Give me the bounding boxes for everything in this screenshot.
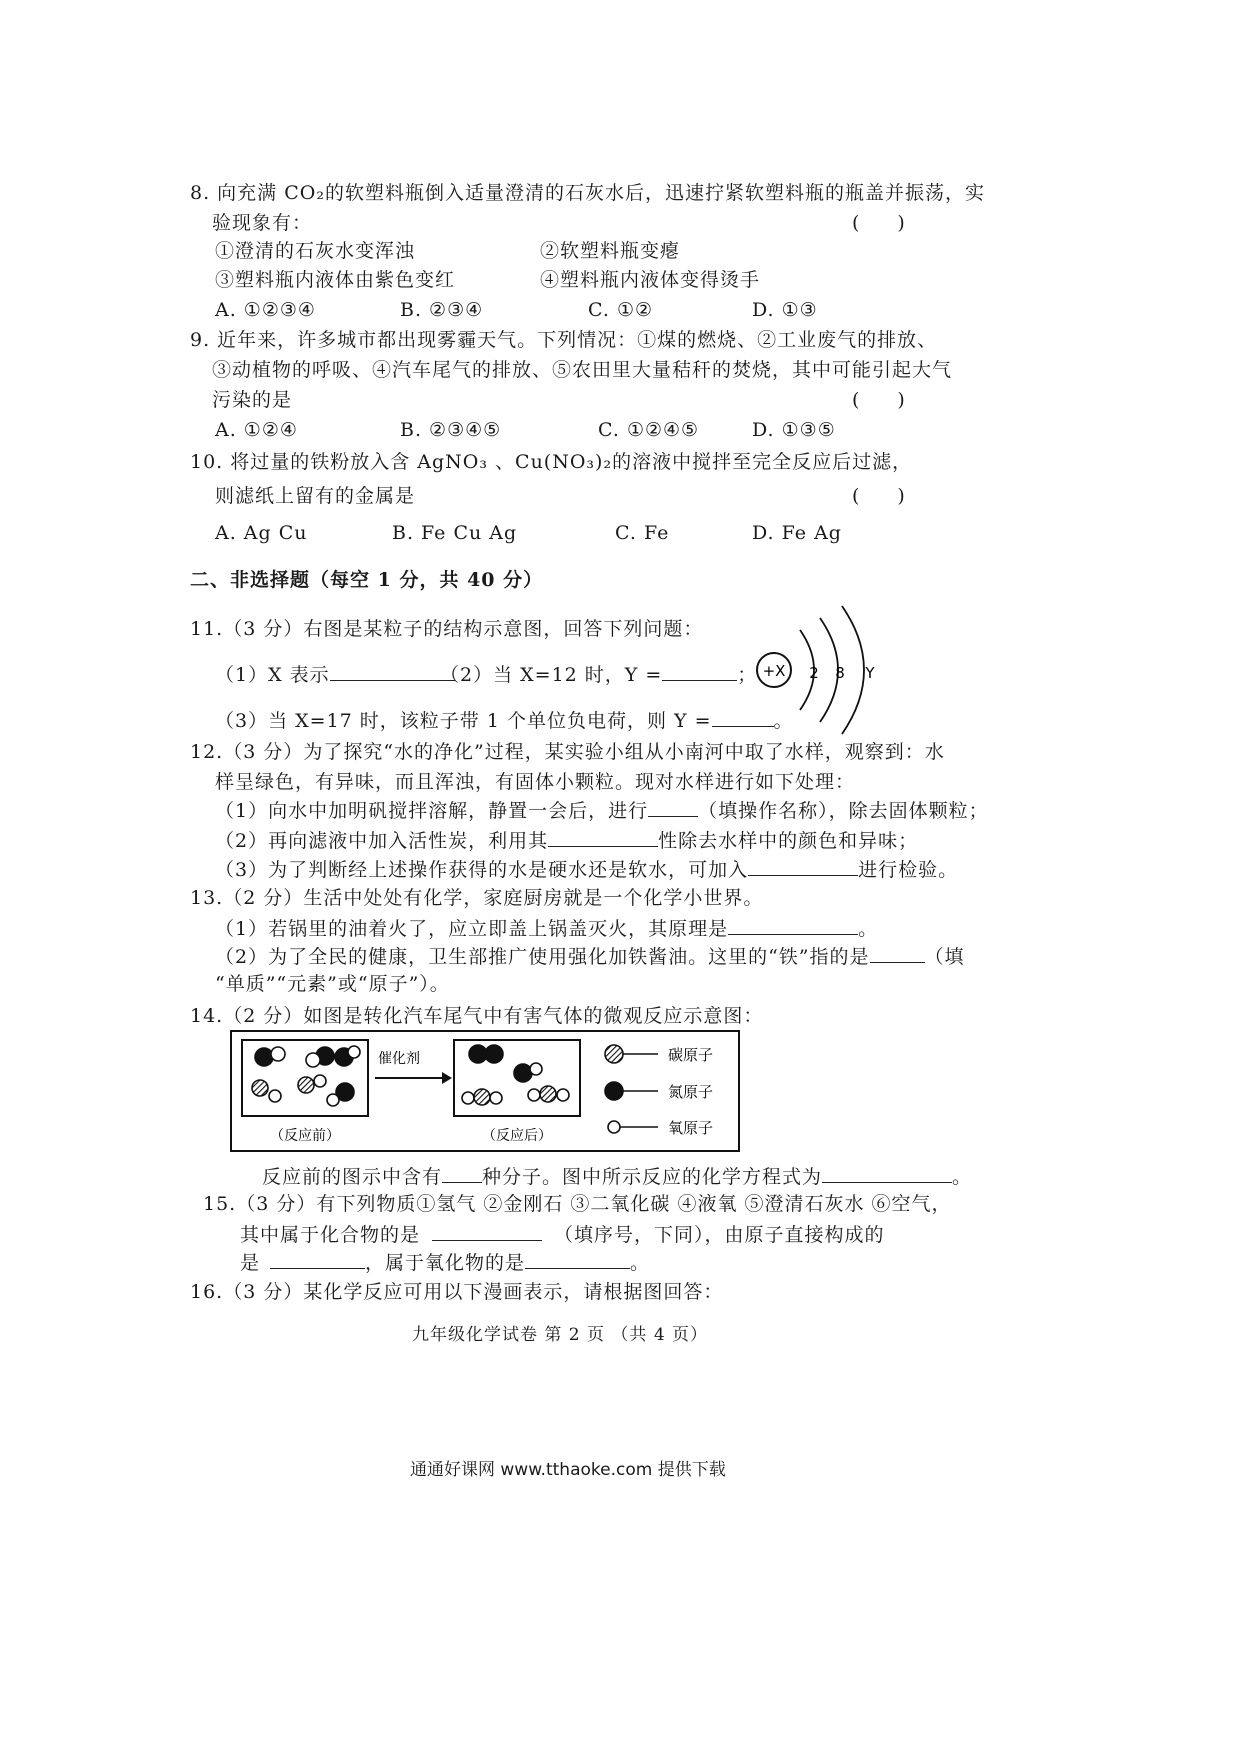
- q10-choice-c: C. Fe: [615, 522, 670, 544]
- q13-part1-text-a: （1）若锅里的油着火了，应立即盖上锅盖灭火，其原理是: [215, 918, 729, 940]
- q11-part2-text: （2）当 X=12 时，Y =: [440, 664, 663, 686]
- q13-part2-text-a: （2）为了全民的健康，卫生部推广使用强化加铁酱油。这里的“铁”指的是: [215, 946, 870, 968]
- q8-choice-a: A. ①②③④: [215, 299, 316, 321]
- shell-1-electrons: 2: [809, 664, 819, 682]
- q14-blank-1[interactable]: [442, 1164, 482, 1183]
- q13-part2: [215, 944, 965, 969]
- q12-part2-text-b: 性除去水样中的颜色和异味；: [658, 830, 919, 852]
- page-footer: 九年级化学试卷 第 2 页 （共 4 页）: [412, 1325, 709, 1345]
- q15-blank-2[interactable]: [270, 1250, 365, 1269]
- o-atom: [462, 1092, 474, 1104]
- q8-choice-b: B. ②③④: [400, 299, 484, 321]
- atom-structure-diagram: [748, 600, 898, 750]
- q12-part3: [215, 857, 958, 882]
- download-credit: 通通好课网 www.tthaoke.com 提供下载: [410, 1460, 726, 1480]
- q12-stem-line1: 12.（3 分）为了探究“水的净化”过程，某实验小组从小南河中取了水样，观察到：水: [190, 741, 945, 763]
- q8-stem-line1: 8. 向充满 CO₂的软塑料瓶倒入适量澄清的石灰水后，迅速拧紧软塑料瓶的瓶盖并振荡，实: [190, 182, 985, 204]
- o-atom: [314, 1075, 326, 1087]
- q15-blank-3[interactable]: [525, 1250, 630, 1269]
- o-atom: [306, 1053, 320, 1067]
- q11-part2: [440, 662, 757, 687]
- q10-answer-paren: ( ): [852, 485, 905, 507]
- arrow-head-icon: [442, 1072, 452, 1084]
- q9-answer-paren: ( ): [852, 389, 905, 411]
- q15-line3-b: ，属于氧化物的是: [365, 1252, 526, 1274]
- n-atom: [514, 1064, 532, 1082]
- o-atom: [348, 1046, 360, 1058]
- q10-stem-line1: 10. 将过量的铁粉放入含 AgNO₃ 、Cu(NO₃)₂的溶液中搅拌至完全反应后过滤，: [190, 451, 913, 473]
- q12-part2-text-a: （2）再向滤液中加入活性炭，利用其: [215, 830, 549, 852]
- shell-3-electrons: Y: [865, 664, 875, 682]
- q9-choice-a: A. ①②④: [215, 419, 298, 441]
- q13-stem: 13.（2 分）生活中处处有化学，家庭厨房就是一个化学小世界。: [190, 887, 764, 909]
- nucleus-label: +X: [762, 662, 786, 680]
- q16-stem: 16.（3 分）某化学反应可用以下漫画表示，请根据图回答：: [190, 1281, 724, 1303]
- q11-blank-2[interactable]: [662, 662, 737, 681]
- q11-part3: [215, 708, 794, 733]
- q14-blank-2[interactable]: [822, 1164, 952, 1183]
- q14-question-a: 反应前的图示中含有: [262, 1166, 443, 1188]
- q12-blank-2[interactable]: [548, 828, 658, 847]
- q12-part1-text-a: （1）向水中加明矾搅拌溶解，静置一会后，进行: [215, 800, 649, 822]
- n-atom: [255, 1048, 273, 1066]
- o-atom: [528, 1089, 540, 1101]
- legend-oxygen-label: 氧原子: [668, 1119, 714, 1137]
- q14-stem: 14.（2 分）如图是转化汽车尾气中有害气体的微观反应示意图：: [190, 1005, 764, 1027]
- q10-choice-d: D. Fe Ag: [752, 522, 842, 544]
- q15-line3: [240, 1250, 650, 1275]
- q15-line2-b: （填序号，下同），由原子直接构成的: [554, 1224, 885, 1246]
- after-label: （反应后）: [482, 1128, 552, 1144]
- q13-part1: [215, 916, 878, 941]
- q9-stem-line2: ③动植物的呼吸、④汽车尾气的排放、⑤农田里大量秸秆的焚烧，其中可能引起大气: [212, 359, 953, 381]
- q9-stem-line1: 9. 近年来，许多城市都出现雾霾天气。下列情况：①煤的燃烧、②工业废气的排放、: [190, 329, 938, 351]
- q8-choice-c: C. ①②: [588, 299, 654, 321]
- c-atom: [474, 1089, 490, 1105]
- reaction-diagram: [230, 1030, 740, 1152]
- q9-choice-b: B. ②③④⑤: [400, 419, 502, 441]
- q13-part2-line2: “单质”“元素”或“原子”）。: [215, 973, 450, 995]
- q11-part3-end: 。: [773, 710, 794, 732]
- after-molecules: [462, 1045, 569, 1105]
- legend-carbon-label: 碳原子: [668, 1046, 714, 1064]
- q11-part1-text: （1）X 表示: [215, 664, 330, 686]
- q13-part1-text-b: 。: [858, 918, 879, 940]
- n-atom: [485, 1045, 503, 1063]
- shell-2-electrons: 8: [835, 664, 845, 682]
- q15-line3-c: 。: [630, 1252, 651, 1274]
- q15-line2: [240, 1222, 885, 1247]
- q11-blank-1[interactable]: [330, 662, 455, 681]
- q15-line3-a: 是: [240, 1252, 261, 1274]
- q8-option-2: ②软塑料瓶变瘪: [540, 240, 681, 262]
- q12-blank-1[interactable]: [648, 798, 698, 817]
- legend-oxygen-icon: [608, 1121, 620, 1133]
- before-molecules: [252, 1046, 360, 1106]
- section-heading: 二、非选择题（每空 1 分，共 40 分）: [190, 569, 544, 591]
- q8-choice-d: D. ①③: [752, 299, 818, 321]
- q8-option-4: ④塑料瓶内液体变得烫手: [540, 269, 761, 291]
- q12-stem-line2: 样呈绿色，有异味，而且浑浊，有固体小颗粒。现对水样进行如下处理：: [215, 771, 856, 793]
- legend: [605, 1045, 713, 1137]
- q12-part1: [215, 798, 989, 823]
- q12-part1-text-b: （填操作名称），除去固体颗粒；: [698, 800, 989, 822]
- legend-nitrogen-label: 氮原子: [668, 1083, 714, 1101]
- q12-part3-text-a: （3）为了判断经上述操作获得的水是硬水还是软水，可加入: [215, 859, 749, 881]
- legend-carbon-icon: [605, 1045, 623, 1063]
- c-atom: [540, 1086, 556, 1102]
- legend-nitrogen-icon: [605, 1082, 623, 1100]
- o-atom: [271, 1047, 285, 1061]
- q11-part3-text: （3）当 X=17 时，该粒子带 1 个单位负电荷，则 Y =: [215, 710, 712, 732]
- q12-part2: [215, 828, 918, 853]
- q10-choice-b: B. Fe Cu Ag: [392, 522, 518, 544]
- o-atom: [530, 1063, 542, 1075]
- q13-blank-2[interactable]: [870, 944, 925, 963]
- q9-stem-line3: 污染的是: [212, 389, 293, 411]
- q13-part2-text-b: （填: [924, 946, 965, 968]
- q14-question-b: 种分子。图中所示反应的化学方程式为: [482, 1166, 823, 1188]
- q11-stem: 11.（3 分）右图是某粒子的结构示意图，回答下列问题：: [190, 618, 704, 640]
- q10-choice-a: A. Ag Cu: [215, 522, 308, 544]
- q11-part2-end: ；: [737, 664, 758, 686]
- o-atom: [269, 1090, 281, 1102]
- q9-choice-d: D. ①③⑤: [752, 419, 836, 441]
- q14-question-c: 。: [952, 1166, 973, 1188]
- q15-stem-line1: 15.（3 分）有下列物质①氢气 ②金刚石 ③二氧化碳 ④液氧 ⑤澄清石灰水 ⑥空气，: [203, 1193, 952, 1215]
- q9-choice-c: C. ①②④⑤: [598, 419, 700, 441]
- q8-option-1: ①澄清的石灰水变浑浊: [215, 240, 416, 262]
- q11-part1: [215, 662, 455, 687]
- o-atom: [557, 1089, 569, 1101]
- q15-blank-1[interactable]: [432, 1222, 542, 1241]
- q15-line2-a: 其中属于化合物的是: [240, 1224, 421, 1246]
- q10-stem-line2: 则滤纸上留有的金属是: [215, 485, 416, 507]
- before-label: （反应前）: [270, 1128, 340, 1144]
- q12-part3-text-b: 进行检验。: [858, 859, 959, 881]
- c-atom: [298, 1077, 314, 1093]
- o-atom: [327, 1094, 339, 1106]
- electron-shell-3: [842, 606, 864, 734]
- q13-blank-1[interactable]: [728, 916, 858, 935]
- c-atom: [252, 1080, 268, 1096]
- q12-blank-3[interactable]: [748, 857, 858, 876]
- catalyst-label: 催化剂: [378, 1051, 420, 1067]
- q8-answer-paren: ( ): [852, 212, 905, 234]
- q8-stem-line2: 验现象有：: [212, 212, 313, 234]
- o-atom: [490, 1092, 502, 1104]
- q8-option-3: ③塑料瓶内液体由紫色变红: [215, 269, 456, 291]
- q14-question: [262, 1164, 972, 1189]
